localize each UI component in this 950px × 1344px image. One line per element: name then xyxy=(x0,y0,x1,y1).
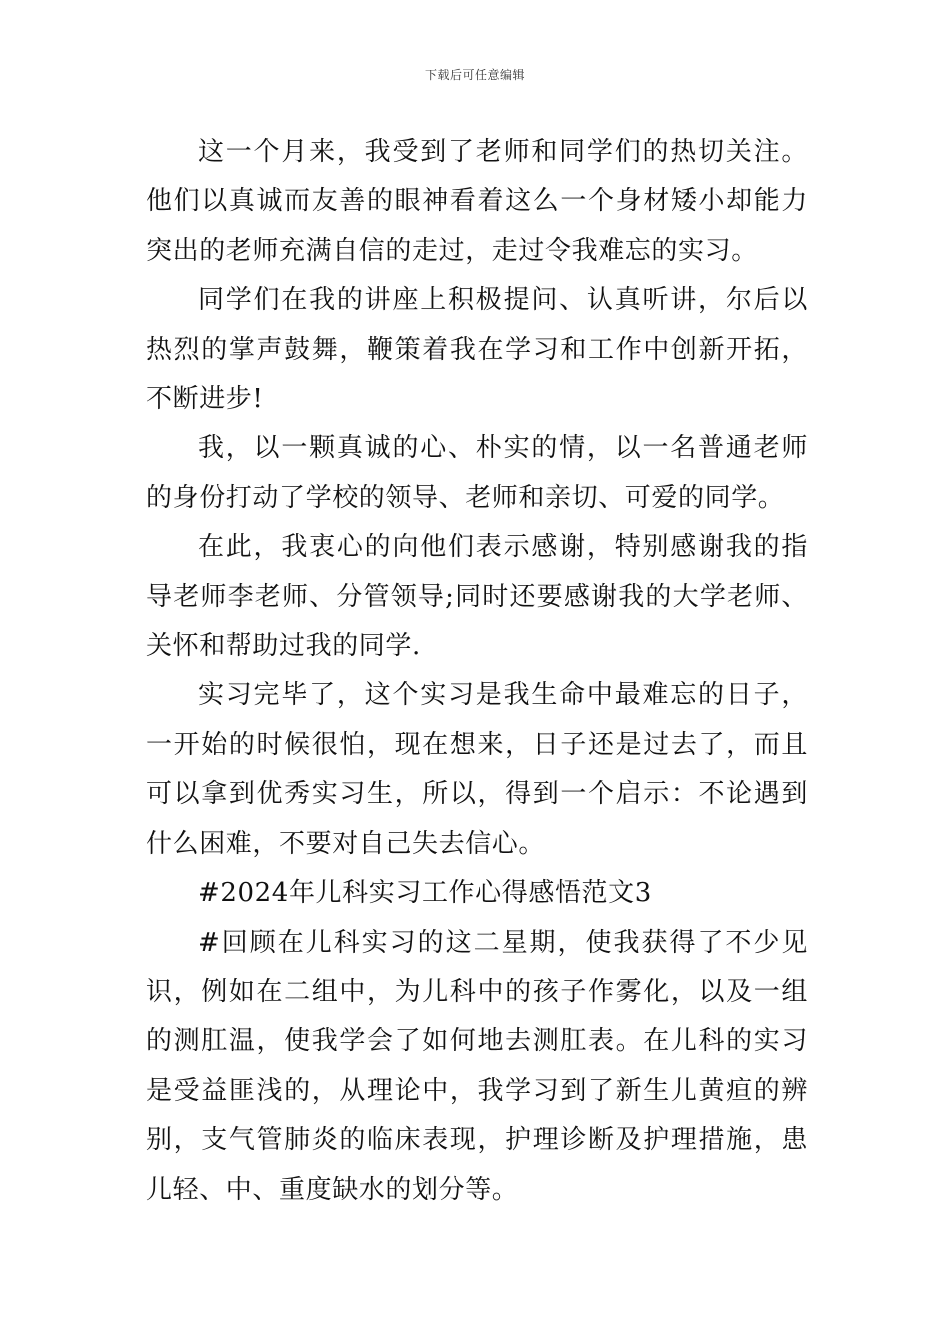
paragraph-4: 在此，我衷心的向他们表示感谢，特别感谢我的指导老师李老师、分管领导;同时还要感谢我的大学老师、关怀和帮助过我的同学. xyxy=(146,532,808,662)
paragraph-3: 我，以一颗真诚的心、朴实的情，以一名普通老师的身份打动了学校的领导、老师和亲切、可爱的同学。 xyxy=(146,433,808,513)
section-heading: #2024年儿科实习工作心得感悟范文3 xyxy=(198,878,652,909)
document-body xyxy=(146,128,808,1215)
page-header-note: 下载后可任意编辑 xyxy=(424,68,525,82)
paragraph-1: 这一个月来，我受到了老师和同学们的热切关注。他们以真诚而友善的眼神看着这么一个身材矮小却能力突出的老师充满自信的走过，走过令我难忘的实习。 xyxy=(146,137,808,266)
paragraph-5: 实习完毕了，这个实习是我生命中最难忘的日子，一开始的时候很怕，现在想来，日子还是过去了，而且可以拿到优秀实习生，所以，得到一个启示：不论遇到什么困难，不要对自己失去信心。 xyxy=(146,680,808,859)
paragraph-6: #回顾在儿科实习的这二星期，使我获得了不少见识，例如在二组中，为儿科中的孩子作雾化，以及一组的测肛温，使我学会了如何地去测肛表。在儿科的实习是受益匪浅的，从理论中，我学习到了新生儿黄疸的辨别，支气管肺炎的临床表现，护理诊断及护理措施，患儿轻、中、重度缺水的划分等。 xyxy=(146,927,808,1205)
paragraph-2: 同学们在我的讲座上积极提问、认真听讲，尔后以热烈的掌声鼓舞，鞭策着我在学习和工作中创新开拓，不断进步! xyxy=(146,285,808,415)
